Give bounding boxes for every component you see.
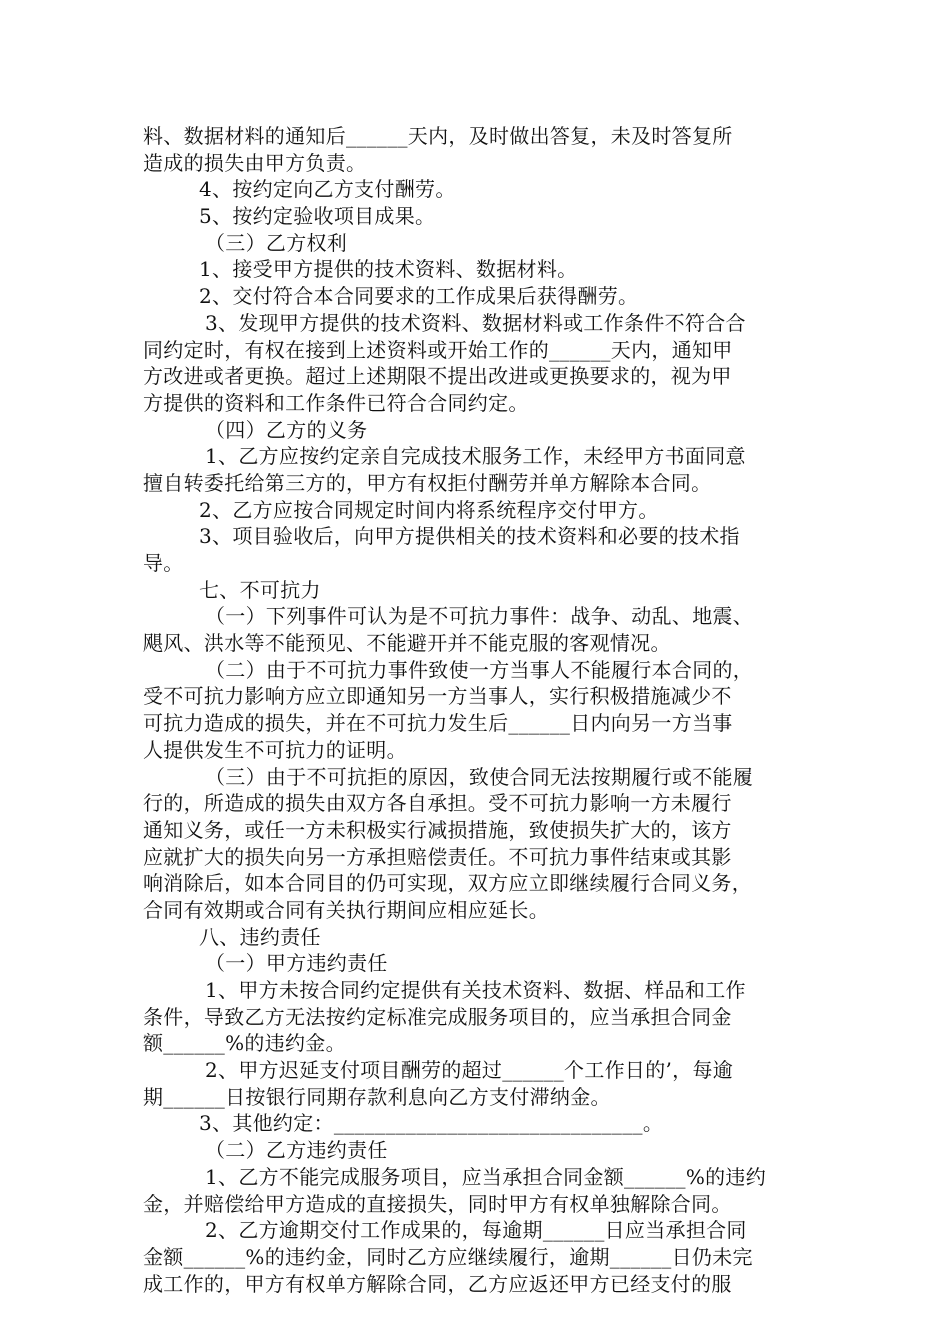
text-line: 人提供发生不可抗力的证明。 bbox=[143, 737, 407, 762]
text-line: （二）由于不可抗力事件致使一方当事人不能履行本合同的， bbox=[205, 657, 754, 682]
text-line: 1、乙方应按约定亲自完成技术服务工作，未经甲方书面同意 bbox=[205, 444, 746, 469]
section-heading: （三）乙方权利 bbox=[205, 230, 348, 255]
text-line: 应就扩大的损失向另一方承担赔偿责任。不可抗力事件结束或其影 bbox=[143, 844, 732, 869]
text-line: （三）由于不可抗拒的原因，致使合同无法按期履行或不能履 bbox=[205, 764, 754, 789]
text-line: 金额______%的违约金，同时乙方应继续履行，逾期______日仍未完 bbox=[143, 1244, 753, 1269]
section-heading: （四）乙方的义务 bbox=[205, 417, 368, 442]
text-line: 期______日按银行同期存款利息向乙方支付滞纳金。 bbox=[143, 1084, 611, 1109]
text-line: 1、甲方未按合同约定提供有关技术资料、数据、样品和工作 bbox=[205, 978, 746, 1002]
contract-body bbox=[143, 123, 815, 1297]
text-line: 可抗力造成的损失，并在不可抗力发生后______日内向另一方当事 bbox=[143, 711, 733, 736]
text-line: 3、发现甲方提供的技术资料、数据材料或工作条件不符合合 bbox=[205, 310, 746, 335]
text-line: 1、接受甲方提供的技术资料、数据材料。 bbox=[199, 257, 578, 282]
text-line: 额______%的违约金。 bbox=[143, 1031, 346, 1056]
text-line: 3、其他约定：______________________________。 bbox=[199, 1111, 664, 1136]
text-line: （一）下列事件可认为是不可抗力事件：战争、动乱、地震、 bbox=[205, 604, 754, 629]
text-line: 成工作的，甲方有权单方解除合同，乙方应返还甲方已经支付的服 bbox=[143, 1271, 732, 1296]
text-line: 通知义务，或任一方未积极实行减损措施，致使损失扩大的，该方 bbox=[143, 817, 732, 842]
text-line: 受不可抗力影响方应立即通知另一方当事人，实行积极措施减少不 bbox=[143, 684, 732, 709]
text-line: 导。 bbox=[143, 551, 184, 575]
chapter-heading: 七、不可抗力 bbox=[199, 577, 321, 602]
text-line: 方改进或者更换。超过上述期限不提出改进或更换要求的，视为甲 bbox=[143, 364, 732, 389]
text-line: 金，并赔偿给甲方造成的直接损失，同时甲方有权单独解除合同。 bbox=[143, 1191, 732, 1216]
text-line: 1、乙方不能完成服务项目，应当承担合同金额______%的违约 bbox=[205, 1164, 767, 1189]
text-line: 方提供的资料和工作条件已符合合同约定。 bbox=[143, 390, 529, 415]
text-line: 3、项目验收后，向甲方提供相关的技术资料和必要的技术指 bbox=[199, 524, 740, 549]
text-line: 擅自转委托给第三方的，甲方有权拒付酬劳并单方解除本合同。 bbox=[143, 470, 712, 495]
text-line: 料、数据材料的通知后______天内，及时做出答复，未及时答复所 bbox=[143, 124, 733, 148]
text-line: 条件，导致乙方无法按约定标准完成服务项目的，应当承担合同金 bbox=[143, 1004, 732, 1029]
text-line: 飓风、洪水等不能预见、不能避开并不能克服的客观情况。 bbox=[143, 631, 671, 656]
text-line: 2、乙方应按合同规定时间内将系统程序交付甲方。 bbox=[199, 497, 659, 522]
section-heading: （二）乙方违约责任 bbox=[205, 1138, 388, 1163]
text-line: 5、按约定验收项目成果。 bbox=[199, 204, 436, 229]
section-heading: （一）甲方违约责任 bbox=[205, 951, 388, 976]
text-line: 合同有效期或合同有关执行期间应相应延长。 bbox=[143, 897, 549, 922]
text-line: 2、甲方迟延支付项目酬劳的超过______个工作日的’，每逾 bbox=[205, 1058, 734, 1083]
text-line: 同约定时，有权在接到上述资料或开始工作的______天内，通知甲 bbox=[143, 337, 733, 362]
text-line: 造成的损失由甲方负责。 bbox=[143, 150, 367, 175]
text-line: 4、按约定向乙方支付酬劳。 bbox=[199, 177, 456, 202]
text-line: 2、交付符合本合同要求的工作成果后获得酬劳。 bbox=[199, 284, 639, 309]
text-line: 行的，所造成的损失由双方各自承担。受不可抗力影响一方未履行 bbox=[143, 791, 732, 816]
text-line: 响消除后，如本合同目的仍可实现，双方应立即继续履行合同义务， bbox=[143, 871, 752, 896]
chapter-heading: 八、违约责任 bbox=[199, 924, 321, 949]
text-line: 2、乙方逾期交付工作成果的，每逾期______日应当承担合同 bbox=[205, 1218, 747, 1243]
